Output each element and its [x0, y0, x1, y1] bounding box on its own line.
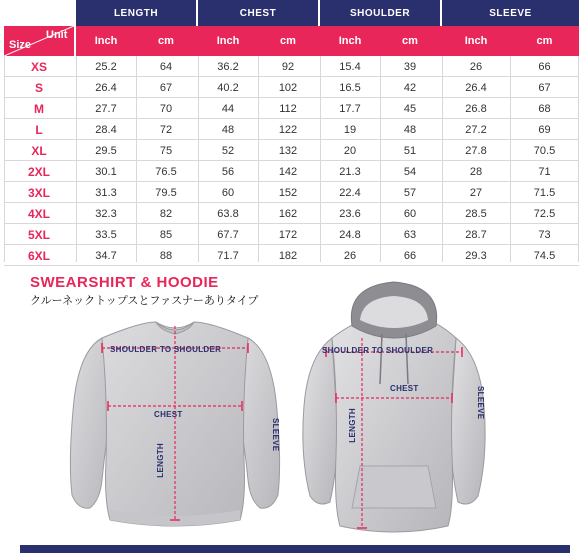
table-cell: 79.5: [155, 186, 177, 199]
table-cell: 88: [159, 249, 173, 262]
sweatshirt-chest-label: CHEST: [154, 410, 183, 419]
table-cell: 54: [403, 165, 417, 178]
size-cell: 2XL: [27, 164, 50, 179]
table-cell: 92: [281, 60, 295, 73]
table-cell: 70.5: [533, 144, 556, 157]
table-cell: 72.5: [533, 207, 556, 220]
table-cell: 25.2: [95, 60, 117, 73]
size-cell: M: [34, 101, 44, 116]
column-divider: [510, 56, 511, 262]
table-cell: 45: [403, 102, 417, 115]
table-cell: 29.5: [95, 144, 117, 157]
table-cell: 72: [159, 123, 173, 136]
table-cell: 27.2: [465, 123, 487, 136]
table-cell: 32.3: [95, 207, 117, 220]
hoodie-shoulder-label: SHOULDER TO SHOULDER: [322, 346, 434, 355]
table-cell: 66: [538, 60, 551, 73]
table-cell: 16.5: [339, 81, 361, 94]
table-cell: 56: [221, 165, 235, 178]
hoodie-sleeve-label: SLEEVE: [476, 386, 485, 420]
unit-cell: Inch: [464, 35, 488, 47]
table-cell: 26.8: [465, 102, 487, 115]
unit-cell: cm: [158, 35, 174, 47]
table-cell: 26.4: [465, 81, 487, 94]
column-divider: [380, 56, 381, 262]
column-divider: [442, 56, 443, 262]
table-cell: 40.2: [217, 81, 239, 94]
table-cell: 33.5: [95, 228, 117, 241]
table-cell: 85: [159, 228, 173, 241]
table-cell: 22.4: [339, 186, 361, 199]
size-cell: L: [35, 122, 43, 137]
header-shoulder: SHOULDER: [320, 0, 440, 26]
table-cell: 74.5: [533, 249, 556, 262]
table-cell: 31.3: [95, 186, 117, 199]
table-cell: 75: [159, 144, 173, 157]
table-cell: 28: [469, 165, 483, 178]
section-title: SWEARSHIRT & HOODIE: [30, 274, 219, 291]
table-cell: 24.8: [339, 228, 361, 241]
table-cell: 82: [159, 207, 173, 220]
table-cell: 76.5: [155, 165, 177, 178]
size-cell: XL: [31, 143, 47, 158]
size-cell: 4XL: [27, 206, 50, 221]
header-chest: CHEST: [198, 0, 318, 26]
unit-cell: Inch: [216, 35, 240, 47]
table-cell: 162: [278, 207, 298, 220]
sweatshirt-shoulder-label: SHOULDER TO SHOULDER: [110, 345, 222, 354]
hoodie-measure-lines: [296, 276, 496, 541]
table-cell: 67: [538, 81, 551, 94]
unit-cell: cm: [536, 35, 553, 47]
unit-cell: Inch: [338, 35, 362, 47]
size-cell: XS: [30, 59, 47, 74]
table-cell: 66: [403, 249, 417, 262]
table-cell: 48: [403, 123, 417, 136]
table-cell: 68: [538, 102, 551, 115]
column-divider: [320, 56, 321, 262]
size-cell: 6XL: [27, 248, 50, 263]
unit-cell: cm: [280, 35, 296, 47]
table-cell: 19: [343, 123, 357, 136]
table-cell: 142: [278, 165, 298, 178]
table-cell: 112: [279, 102, 297, 115]
table-cell: 51: [403, 144, 417, 157]
table-cell: 73: [538, 228, 551, 241]
table-cell: 71.5: [533, 186, 556, 199]
section-subtitle: クルーネックトップスとファスナーありタイプ: [30, 295, 259, 307]
hoodie-length-label: LENGTH: [348, 408, 357, 443]
table-cell: 69: [538, 123, 551, 136]
table-cell: 64: [159, 60, 173, 73]
unit-cell: cm: [402, 35, 418, 47]
sweatshirt-length-label: LENGTH: [156, 443, 165, 478]
table-cell: 26: [343, 249, 357, 262]
header-sleeve: SLEEVE: [442, 0, 579, 26]
table-cell: 122: [278, 123, 298, 136]
column-divider: [198, 56, 199, 262]
table-cell: 23.6: [339, 207, 361, 220]
size-label: Size: [9, 39, 32, 51]
table-cell: 39: [403, 60, 417, 73]
table-cell: 57: [403, 186, 417, 199]
hoodie-chest-label: CHEST: [390, 384, 419, 393]
size-cell: 5XL: [27, 227, 50, 242]
column-divider: [136, 56, 137, 262]
row-divider: [4, 265, 579, 266]
table-cell: 28.4: [95, 123, 117, 136]
table-cell: 29.3: [465, 249, 487, 262]
table-cell: 172: [278, 228, 298, 241]
table-cell: 67: [159, 81, 173, 94]
table-cell: 63.8: [217, 207, 239, 220]
table-cell: 26.4: [95, 81, 117, 94]
table-cell: 152: [278, 186, 298, 199]
table-cell: 34.7: [95, 249, 117, 262]
table-cell: 182: [278, 249, 298, 262]
table-cell: 27: [469, 186, 483, 199]
column-divider: [4, 56, 5, 262]
table-cell: 44: [221, 102, 235, 115]
sweatshirt-sleeve-label: SLEEVE: [271, 418, 280, 452]
table-cell: 63: [403, 228, 417, 241]
table-cell: 27.8: [465, 144, 487, 157]
table-cell: 48: [221, 123, 235, 136]
bottom-band: [20, 545, 570, 553]
table-cell: 67.7: [217, 228, 239, 241]
table-cell: 27.7: [95, 102, 117, 115]
table-cell: 42: [403, 81, 417, 94]
table-cell: 21.3: [339, 165, 361, 178]
header-length: LENGTH: [76, 0, 196, 26]
size-cell: S: [34, 80, 43, 95]
table-cell: 60: [221, 186, 235, 199]
table-cell: 30.1: [95, 165, 117, 178]
table-cell: 26: [469, 60, 483, 73]
table-cell: 28.5: [465, 207, 487, 220]
table-cell: 36.2: [217, 60, 239, 73]
table-cell: 15.4: [339, 60, 361, 73]
unit-label: Unit: [46, 29, 68, 41]
table-cell: 52: [221, 144, 235, 157]
table-cell: 17.7: [339, 102, 361, 115]
column-divider: [258, 56, 259, 262]
table-cell: 102: [278, 81, 298, 94]
table-cell: 20: [343, 144, 357, 157]
table-cell: 28.7: [465, 228, 487, 241]
table-cell: 70: [159, 102, 173, 115]
unit-cell: Inch: [94, 35, 118, 47]
table-cell: 71.7: [217, 249, 239, 262]
size-cell: 3XL: [27, 185, 50, 200]
column-divider: [76, 56, 77, 262]
table-cell: 71: [538, 165, 551, 178]
table-cell: 132: [278, 144, 298, 157]
table-cell: 60: [403, 207, 417, 220]
